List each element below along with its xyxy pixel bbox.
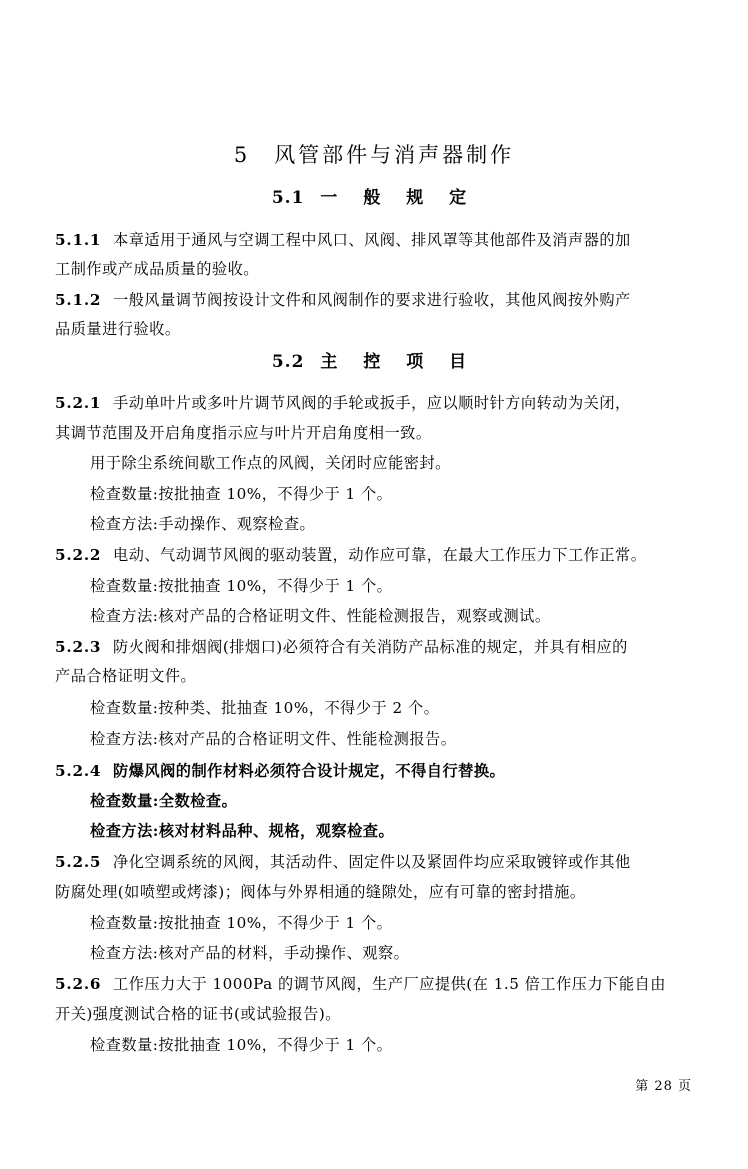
clause-text: 净化空调系统的风阀，其活动件、固定件以及紧固件均应采取镀锌或作其他: [113, 853, 631, 871]
clause-number: 5.2.5: [55, 853, 102, 871]
check-quantity: 检查数量:全数检查。: [90, 792, 238, 810]
clause-number: 5.2.2: [55, 546, 102, 564]
clause-5-2-3: [55, 637, 695, 657]
clause-5-2-5-cont: 防腐处理(如喷塑或烤漆)；阀体与外界相通的缝隙处，应有可靠的密封措施。: [55, 883, 586, 901]
clause-5-1-1: [55, 230, 695, 250]
chapter-heading: [0, 141, 748, 169]
clause-number: 5.2.1: [55, 394, 102, 412]
chapter-title: 风管部件与消声器制作: [274, 143, 515, 167]
check-method: 检查方法:核对产品的材料，手动操作、观察。: [90, 944, 410, 962]
check-quantity: 检查数量:按批抽查 10%，不得少于 1 个。: [90, 914, 393, 932]
clause-number: 5.2.3: [55, 638, 102, 656]
clause-number: 5.1.2: [55, 291, 102, 309]
clause-5-2-2: [55, 545, 695, 565]
section-number: 5.2: [271, 352, 305, 372]
check-method: 检查方法:手动操作、观察检查。: [90, 515, 316, 533]
clause-text: 防火阀和排烟阀(排烟口)必须符合有关消防产品标准的规定，并具有相应的: [113, 638, 628, 656]
page-number: 第 28 页: [635, 1079, 692, 1094]
section-title: 一 般 规 定: [320, 188, 477, 208]
clause-text: 一般风量调节阀按设计文件和风阀制作的要求进行验收，其他风阀按外购产: [113, 291, 631, 309]
clause-5-2-6: [55, 974, 695, 994]
check-quantity: 检查数量:按种类、批抽查 10%，不得少于 2 个。: [90, 699, 440, 717]
clause-5-2-1-note: 用于除尘系统间歇工作点的风阀，关闭时应能密封。: [90, 454, 451, 472]
check-quantity: 检查数量:按批抽查 10%，不得少于 1 个。: [90, 577, 393, 595]
clause-text: 手动单叶片或多叶片调节风阀的手轮或扳手，应以顺时针方向转动为关闭，: [113, 394, 631, 412]
clause-5-2-1-cont: 其调节范围及开启角度指示应与叶片开启角度相一致。: [55, 424, 432, 442]
clause-5-2-4: [55, 761, 695, 781]
check-quantity: 检查数量:按批抽查 10%，不得少于 1 个。: [90, 1036, 393, 1054]
clause-text: 电动、气动调节风阀的驱动装置，动作应可靠，在最大工作压力下工作正常。: [113, 546, 647, 564]
section-title: 主 控 项 目: [320, 352, 477, 372]
check-quantity: 检查数量:按批抽查 10%，不得少于 1 个。: [90, 485, 393, 503]
clause-number: 5.1.1: [55, 231, 102, 249]
check-method: 检查方法:核对产品的合格证明文件、性能检测报告，观察或测试。: [90, 607, 551, 625]
clause-5-2-1: [55, 393, 695, 413]
section-heading-5-2: [0, 350, 748, 374]
clause-5-2-6-cont: 开关)强度测试合格的证书(或试验报告)。: [55, 1005, 341, 1023]
section-heading-5-1: [0, 186, 748, 210]
section-number: 5.1: [271, 188, 305, 208]
clause-number: 5.2.6: [55, 975, 102, 993]
clause-5-2-3-cont: 产品合格证明文件。: [55, 667, 197, 685]
check-method: 检查方法:核对材料品种、规格，观察检查。: [90, 822, 395, 840]
clause-text: 本章适用于通风与空调工程中风口、风阀、排风罩等其他部件及消声器的加: [113, 231, 631, 249]
chapter-number: 5: [233, 143, 251, 167]
check-method: 检查方法:核对产品的合格证明文件、性能检测报告。: [90, 730, 457, 748]
clause-text: 防爆风阀的制作材料必须符合设计规定，不得自行替换。: [113, 762, 506, 780]
clause-number: 5.2.4: [55, 762, 102, 780]
clause-5-1-2: [55, 290, 695, 310]
clause-text: 工作压力大于 1000Pa 的调节风阀，生产厂应提供(在 1.5 倍工作压力下能自由: [113, 975, 666, 993]
clause-5-2-5: [55, 852, 695, 872]
clause-5-1-2-cont: 品质量进行验收。: [55, 320, 181, 338]
clause-5-1-1-cont: 工制作或产成品质量的验收。: [55, 260, 259, 278]
